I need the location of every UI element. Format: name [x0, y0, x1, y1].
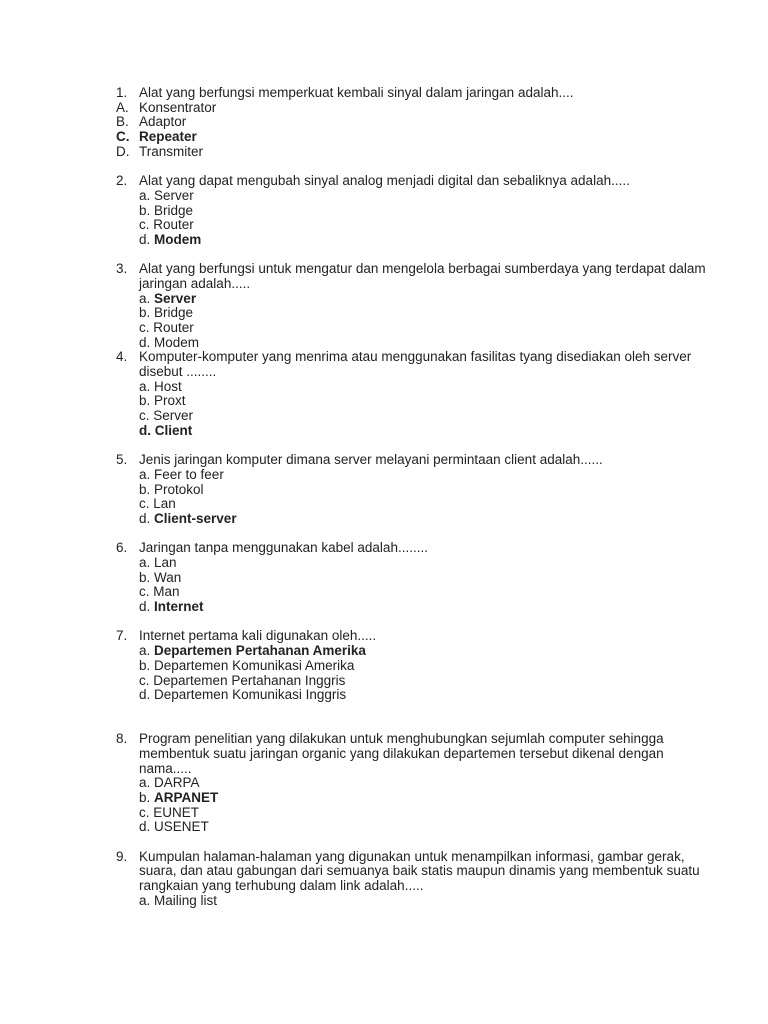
option-prefix: b.	[139, 202, 151, 218]
option-prefix: a.	[139, 892, 151, 908]
question-number: 2.	[116, 173, 128, 189]
question-text: Program penelitian yang dilakukan untuk menghubungkan sejumlah computer sehingga	[139, 731, 664, 747]
option-text: Mailing list	[154, 892, 218, 908]
option-text: USENET	[154, 819, 209, 835]
option-a	[0, 101, 768, 116]
option-d	[0, 688, 768, 703]
question-7	[0, 629, 768, 644]
question-text: rangkaian yang terhubung dalam link adalah.....	[139, 878, 424, 894]
option-text: Router	[153, 320, 194, 335]
spacer	[0, 615, 768, 630]
option-text: Modem	[154, 231, 202, 247]
option-prefix: c.	[139, 408, 150, 424]
option-c	[0, 409, 768, 424]
spacer	[0, 159, 768, 174]
option-prefix: b.	[139, 790, 151, 806]
option-prefix: d.	[139, 819, 151, 835]
question-3-continued	[0, 277, 768, 292]
option-b	[0, 394, 768, 409]
option-text: Server	[154, 187, 194, 203]
question-number: 7.	[116, 628, 128, 644]
option-prefix: D.	[116, 143, 130, 159]
option-a	[0, 468, 768, 483]
question-8-continued	[0, 747, 768, 762]
question-8	[0, 732, 768, 747]
option-c	[0, 674, 768, 689]
option-text: EUNET	[153, 804, 200, 820]
option-text: Konsentrator	[139, 99, 217, 115]
option-d-answer	[0, 424, 768, 439]
option-prefix: d.	[139, 510, 151, 526]
option-text: Protokol	[154, 481, 204, 497]
question-text: suara, dan atau gabungan dari semuanya baik statis maupun dinamis yang membentuk suatu	[139, 863, 700, 879]
option-text: Modem	[154, 334, 200, 350]
option-prefix: a.	[139, 775, 151, 791]
option-prefix: c.	[139, 496, 150, 512]
option-text: Server	[154, 290, 197, 306]
option-prefix: d.	[139, 599, 151, 615]
question-4-continued	[0, 365, 768, 380]
question-text: jaringan adalah.....	[139, 275, 251, 291]
document-page	[0, 86, 768, 909]
question-text: Kumpulan halaman-halaman yang digunakan untuk menampilkan informasi, gambar gerak,	[139, 848, 685, 864]
question-3	[0, 262, 768, 277]
option-prefix: c.	[139, 804, 150, 820]
option-prefix: d.	[139, 422, 151, 438]
question-number: 9.	[116, 848, 128, 864]
option-prefix: c.	[139, 320, 150, 335]
question-9-continued	[0, 864, 768, 879]
option-b	[0, 483, 768, 498]
option-d	[0, 820, 768, 835]
question-text: disebut ........	[139, 364, 217, 380]
option-prefix: a.	[139, 466, 151, 482]
question-number: 4.	[116, 349, 128, 365]
question-text: membentuk suatu jaringan organic yang dilakukan departemen tersebut dikenal dengan	[139, 745, 664, 761]
question-text: nama.....	[139, 760, 192, 776]
question-6	[0, 541, 768, 556]
option-prefix: d.	[139, 334, 151, 350]
option-c-answer	[0, 130, 768, 145]
option-a	[0, 189, 768, 204]
option-text: Proxt	[154, 393, 186, 409]
option-prefix: c.	[139, 217, 150, 233]
option-prefix: b.	[139, 481, 151, 497]
option-prefix: b.	[139, 657, 151, 673]
question-number: 8.	[116, 731, 128, 747]
option-b	[0, 204, 768, 219]
question-4	[0, 350, 768, 365]
option-text: Feer to feer	[154, 466, 224, 482]
option-text: ARPANET	[154, 790, 219, 806]
option-text: Departemen Komunikasi Amerika	[154, 657, 355, 673]
option-text: Man	[153, 584, 180, 600]
option-text: Internet	[154, 599, 204, 615]
option-d	[0, 336, 768, 351]
option-text: Client-server	[154, 510, 237, 526]
option-prefix: a.	[139, 555, 151, 570]
option-a-answer	[0, 644, 768, 659]
question-5	[0, 453, 768, 468]
option-prefix: b.	[139, 569, 151, 585]
option-a	[0, 380, 768, 395]
option-prefix: d.	[139, 231, 151, 247]
option-text: DARPA	[154, 775, 200, 791]
question-number: 3.	[116, 261, 128, 277]
option-prefix: c.	[139, 672, 150, 688]
option-prefix: B.	[116, 114, 129, 130]
option-d-answer	[0, 600, 768, 615]
option-prefix: c.	[139, 584, 150, 600]
option-prefix: a.	[139, 378, 151, 394]
option-text: Departemen Komunikasi Inggris	[154, 687, 347, 703]
spacer	[0, 703, 768, 732]
question-number: 6.	[116, 540, 128, 556]
option-c	[0, 806, 768, 821]
option-b	[0, 659, 768, 674]
option-prefix: b.	[139, 393, 151, 409]
question-number: 1.	[116, 85, 128, 100]
option-prefix: C.	[116, 129, 130, 145]
question-text: Jaringan tanpa menggunakan kabel adalah........	[139, 540, 428, 556]
option-text: Departemen Pertahanan Inggris	[153, 672, 346, 688]
question-9-continued	[0, 879, 768, 894]
option-a	[0, 776, 768, 791]
question-text: Jenis jaringan komputer dimana server melayani permintaan client adalah......	[139, 452, 603, 468]
option-prefix: a.	[139, 187, 151, 203]
question-1	[0, 86, 768, 101]
option-b-answer	[0, 791, 768, 806]
spacer	[0, 439, 768, 454]
question-number: 5.	[116, 452, 128, 468]
question-text: Alat yang berfungsi memperkuat kembali sinyal dalam jaringan adalah....	[139, 85, 574, 100]
spacer	[0, 248, 768, 263]
option-c	[0, 218, 768, 233]
option-text: Host	[154, 378, 182, 394]
question-text: Alat yang dapat mengubah sinyal analog menjadi digital dan sebaliknya adalah.....	[139, 173, 630, 189]
option-d-answer	[0, 512, 768, 527]
option-prefix: a.	[139, 290, 151, 306]
option-text: Departemen Pertahanan Amerika	[154, 643, 366, 659]
option-c	[0, 321, 768, 336]
question-text: Internet pertama kali digunakan oleh.....	[139, 628, 377, 644]
option-text: Lan	[154, 555, 177, 570]
question-9	[0, 850, 768, 865]
option-b	[0, 571, 768, 586]
option-text: Bridge	[154, 305, 194, 321]
question-text: Alat yang berfungsi untuk mengatur dan mengelola berbagai sumberdaya yang terdapat dalam	[139, 261, 706, 277]
option-prefix: A.	[116, 99, 129, 115]
spacer	[0, 835, 768, 850]
option-text: Server	[153, 408, 194, 424]
option-prefix: b.	[139, 305, 151, 321]
option-a	[0, 556, 768, 571]
question-text: Komputer-komputer yang menrima atau menggunakan fasilitas tyang disediakan oleh server	[139, 349, 692, 365]
option-c	[0, 585, 768, 600]
option-c	[0, 497, 768, 512]
option-text: Client	[154, 422, 193, 438]
option-text: Repeater	[139, 129, 197, 145]
option-text: Wan	[154, 569, 182, 585]
spacer	[0, 527, 768, 542]
option-text: Lan	[153, 496, 176, 512]
option-b	[0, 306, 768, 321]
option-prefix: a.	[139, 643, 151, 659]
option-d	[0, 145, 768, 160]
option-text: Transmiter	[139, 143, 204, 159]
option-text: Router	[153, 217, 194, 233]
option-a	[0, 894, 768, 909]
question-2	[0, 174, 768, 189]
option-a-answer	[0, 292, 768, 307]
option-prefix: d.	[139, 687, 151, 703]
option-b	[0, 115, 768, 130]
question-8-continued	[0, 762, 768, 777]
option-text: Adaptor	[139, 114, 187, 130]
option-text: Bridge	[154, 202, 194, 218]
option-d-answer	[0, 233, 768, 248]
